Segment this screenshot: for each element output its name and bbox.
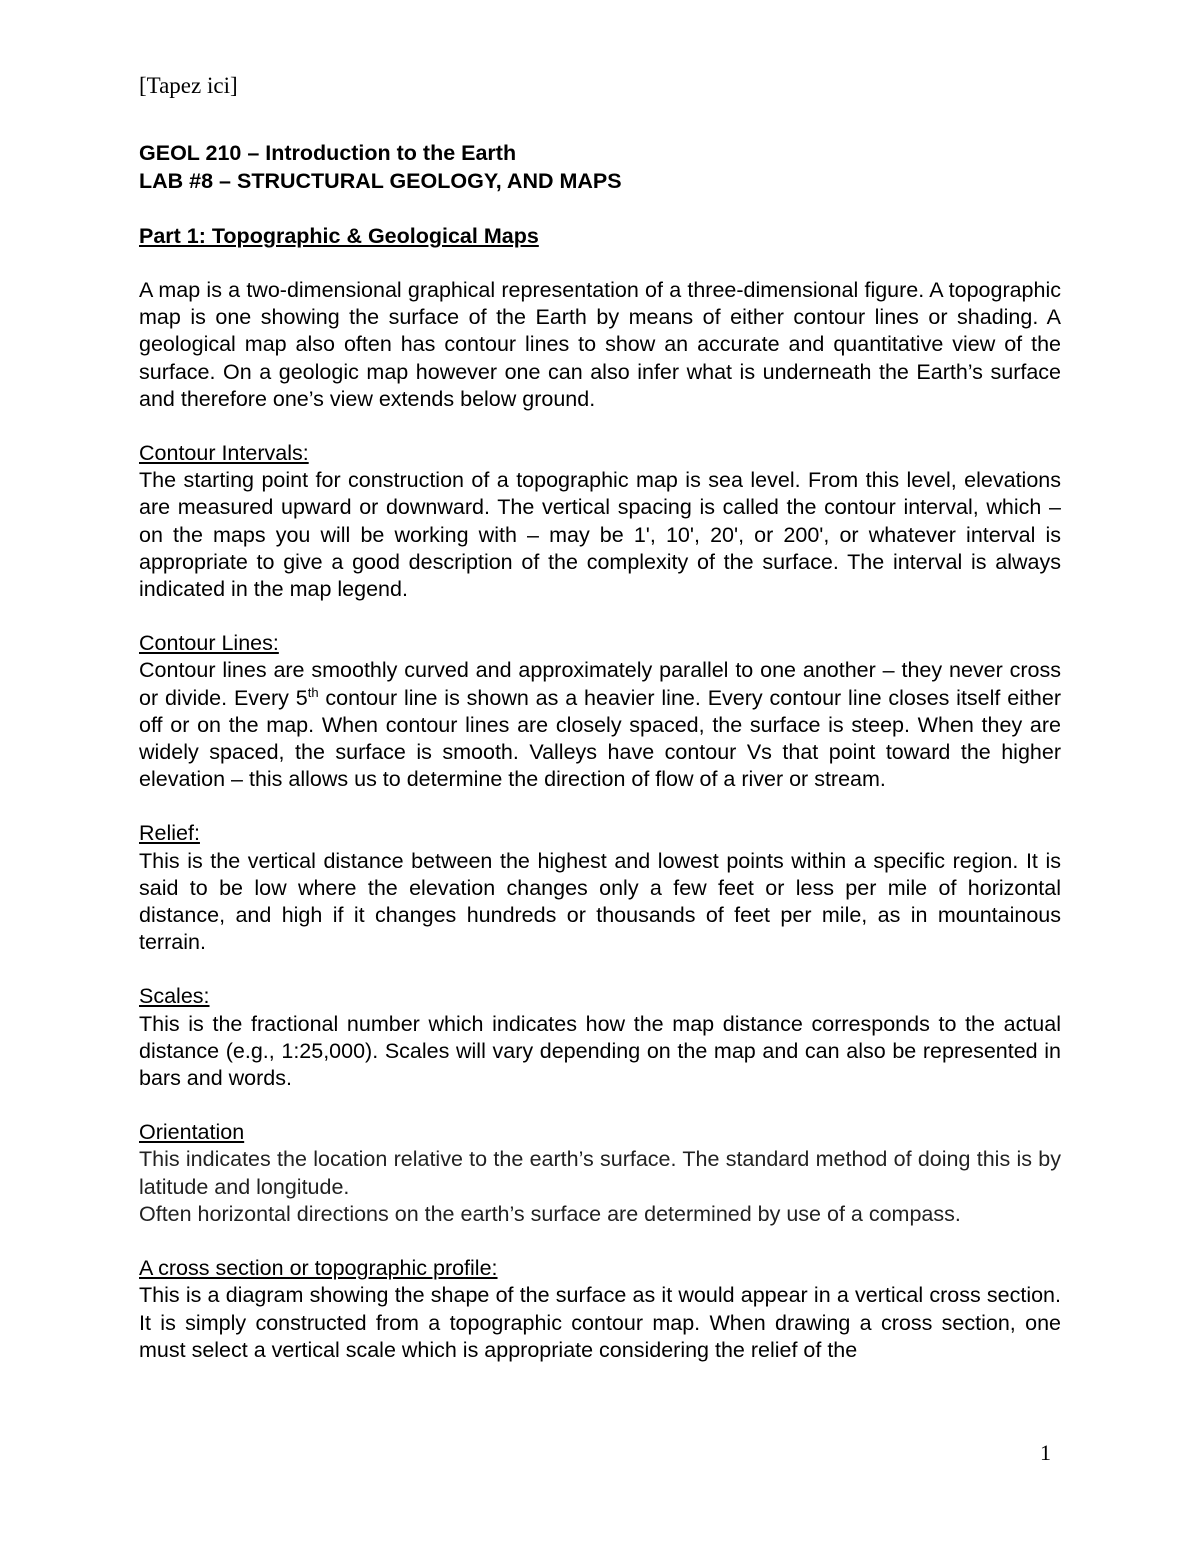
header-placeholder: [Tapez ici] (139, 73, 238, 98)
intro-paragraph: A map is a two-dimensional graphical representation of a three-dimensional figure. A topographic map is one showing the surface of the Earth by means of either contour lines or shading. A geological map also often has contour lines to show an accurate and quantitative view of the surface. On a geologic map however one can also infer what is underneath the Earth’s surface and therefore one’s view extends below ground. (139, 278, 1061, 411)
section-heading: Scales: (139, 984, 210, 1009)
part-heading: Part 1: Topographic & Geological Maps (139, 224, 539, 248)
body-text: contour line is shown as a heavier line. Every contour line closes itself either off or on the map. When contour lines are closely spaced, the surface is steep. When they are widely spaced, the surface is smooth. Valleys have contour Vs that point toward the higher elevation – this allows us to determine the direction of flow of a river or stream. (139, 685, 1061, 792)
body-text: Contour lines are smoothly curved and approximately parallel to one another – they never cross or divide. Every 5 (139, 658, 1061, 710)
section-cross-section (139, 1255, 1061, 1364)
section-body: This is a diagram showing the shape of the surface as it would appear in a vertical cross section. It is simply constructed from a topographic contour map. When drawing a cross section, one must select a vertical scale which is appropriate considering the relief of the (139, 1283, 1061, 1362)
section-body: This is the fractional number which indicates how the map distance corresponds to the actual distance (e.g., 1:25,000). Scales will vary depending on the map and can also be represented in bars and words. (139, 1011, 1061, 1091)
section-body: This is the vertical distance between the highest and lowest points within a specific region. It is said to be low where the elevation changes only a few feet or less per mile of horizontal distance, and high if it changes hundreds or thousands of feet per mile, as in mountainous terrain. (139, 848, 1061, 955)
section-heading: Orientation (139, 1120, 245, 1145)
course-title: GEOL 210 – Introduction to the Earth (139, 141, 517, 165)
section-heading: A cross section or topographic profile: (139, 1256, 498, 1281)
section-relief (139, 820, 1061, 956)
section-heading: Relief: (139, 821, 200, 846)
section-contour-intervals (139, 440, 1061, 603)
section-heading: Contour Intervals: (139, 441, 309, 466)
section-body: The starting point for construction of a topographic map is sea level. From this level, elevations are measured upward or downward. The vertical spacing is called the contour interval, which – on the maps you will be working with – may be 1', 10', 20', or 200', or whatever interval is appropriate to give a good description of the complexity of the surface. The interval is always indicated in the map legend. (139, 468, 1061, 602)
section-body: Often horizontal directions on the earth’s surface are determined by use of a compass. (139, 1201, 961, 1226)
lab-title: LAB #8 – STRUCTURAL GEOLOGY, AND MAPS (139, 169, 622, 193)
page-number: 1 (1040, 1440, 1051, 1465)
section-heading: Contour Lines: (139, 631, 279, 656)
section-scales (139, 983, 1061, 1092)
section-contour-lines (139, 630, 1061, 793)
superscript: th (307, 684, 319, 700)
document-body (139, 139, 1061, 1364)
section-body: This indicates the location relative to the earth’s surface. The standard method of doing this is by latitude and longitude. (139, 1147, 1061, 1199)
section-orientation (139, 1119, 1061, 1228)
section-body (139, 657, 1061, 793)
